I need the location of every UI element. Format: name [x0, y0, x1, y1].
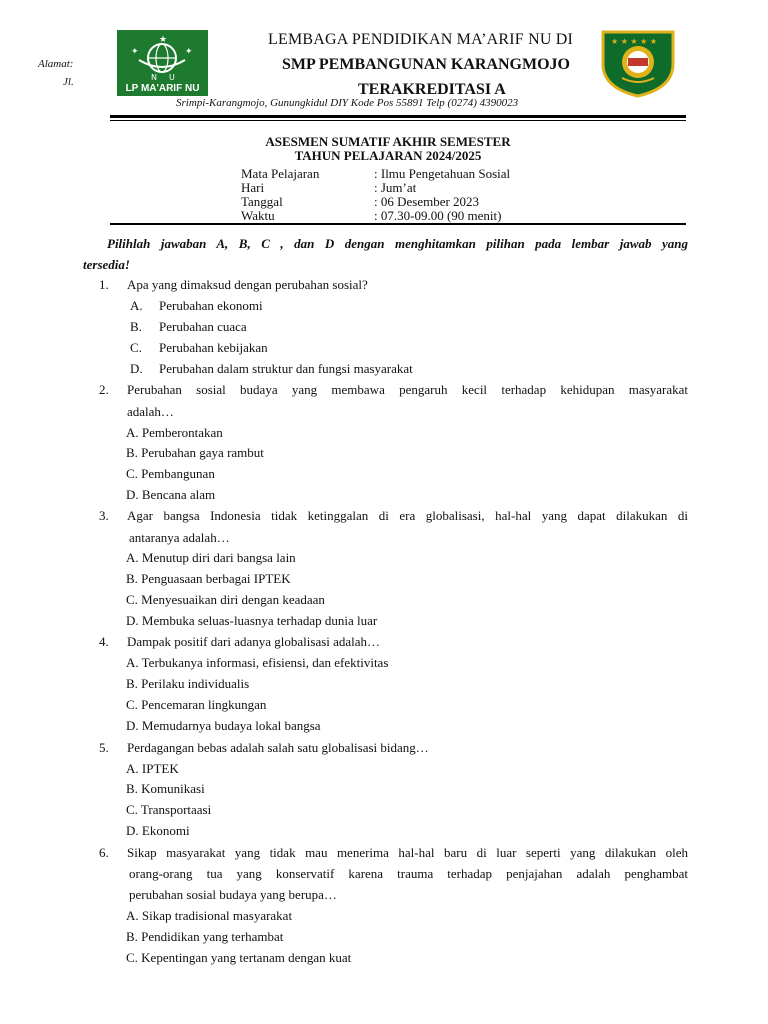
option: C. Kepentingan yang tertanam dengan kuat: [126, 950, 352, 965]
info-label-day: Hari: [241, 180, 265, 195]
option-letter: D.: [130, 361, 143, 376]
question-number: 6.: [99, 845, 109, 860]
header-divider-thin: [110, 120, 686, 121]
svg-text:N: N: [151, 73, 157, 82]
logo-text: LP MA'ARIF NU: [125, 83, 200, 94]
question-text: Apa yang dimaksud dengan perubahan sosial?: [127, 277, 368, 292]
option: A. Pemberontakan: [126, 425, 223, 440]
option: C. Pencemaran lingkungan: [126, 697, 267, 712]
header-divider: [110, 115, 686, 118]
question-text: Agar bangsa Indonesia tidak ketinggalan di era globalisasi, hal-hal yang dapat dilakukan di: [127, 508, 688, 523]
question-text: Dampak positif dari adanya globalisasi adalah…: [127, 634, 381, 649]
option: D. Bencana alam: [126, 487, 216, 502]
question-text: antaranya adalah…: [129, 530, 230, 545]
question-text: Sikap masyarakat yang tidak mau menerima hal-hal baru di luar seperti yang dilakukan oleh: [127, 845, 688, 860]
option: B. Komunikasi: [126, 781, 205, 796]
info-label-subject: Mata Pelajaran: [241, 166, 320, 181]
option: B. Perilaku individualis: [126, 676, 250, 691]
option-letter: C.: [130, 340, 142, 355]
svg-text:★: ★: [159, 35, 168, 45]
svg-text:✦: ✦: [131, 47, 139, 57]
option: A. IPTEK: [126, 761, 179, 776]
option: D. Ekonomi: [126, 823, 190, 838]
option: B. Pendidikan yang terhambat: [126, 929, 284, 944]
instruction-line-2: tersedia!: [83, 257, 130, 272]
option-letter: A.: [130, 298, 143, 313]
option-letter: B.: [130, 319, 142, 334]
question-text: Perubahan sosial budaya yang membawa pengaruh kecil terhadap kehidupan masyarakat: [127, 382, 688, 397]
question-text: adalah…: [127, 404, 174, 419]
question-text: orang-orang tua yang konservatif karena trauma terhadap penjajahan adalah penghambat: [129, 866, 688, 881]
option: A. Menutup diri dari bangsa lain: [126, 550, 296, 565]
svg-text:★ ★ ★ ★ ★: ★ ★ ★ ★ ★: [611, 37, 658, 46]
info-divider: [110, 223, 686, 225]
accreditation: TERAKREDITASI A: [358, 81, 506, 98]
instruction-line-1: Pilihlah jawaban A, B, C , dan D dengan menghitamkan pilihan pada lembar jawab yang: [107, 236, 688, 251]
option: C. Pembangunan: [126, 466, 215, 481]
question-number: 4.: [99, 634, 109, 649]
option: C. Menyesuaikan diri dengan keadaan: [126, 592, 325, 607]
svg-text:U: U: [169, 73, 175, 82]
question-text: perubahan sosial budaya yang berupa…: [129, 887, 337, 902]
question-number: 3.: [99, 508, 109, 523]
question-number: 5.: [99, 740, 109, 755]
option-text: Perubahan dalam struktur dan fungsi masyarakat: [159, 361, 413, 376]
exam-year: TAHUN PELAJARAN 2024/2025: [294, 148, 482, 163]
question-number: 1.: [99, 277, 109, 292]
info-label-date: Tanggal: [241, 194, 283, 209]
school-shield-logo: [598, 28, 678, 98]
info-value-day: : Jum’at: [374, 180, 417, 195]
info-label-time: Waktu: [241, 208, 275, 223]
option: A. Terbukanya informasi, efisiensi, dan efektivitas: [126, 655, 389, 670]
school-name: SMP PEMBANGUNAN KARANGMOJO: [282, 56, 570, 73]
option: A. Sikap tradisional masyarakat: [126, 908, 293, 923]
option: B. Perubahan gaya rambut: [126, 445, 264, 460]
lp-maarif-nu-logo: [117, 30, 208, 96]
exam-title: ASESMEN SUMATIF AKHIR SEMESTER: [265, 134, 511, 149]
question-number: 2.: [99, 382, 109, 397]
option-text: Perubahan kebijakan: [159, 340, 268, 355]
svg-text:✦: ✦: [185, 47, 193, 57]
option: C. Transportaasi: [126, 802, 212, 817]
option-text: Perubahan cuaca: [159, 319, 247, 334]
school-address: Srimpi-Karangmojo, Gunungkidul DIY Kode Pos 55891 Telp (0274) 4390023: [176, 97, 519, 109]
info-value-subject: : Ilmu Pengetahuan Sosial: [374, 166, 511, 181]
info-value-time: : 07.30-09.00 (90 menit): [374, 208, 502, 223]
question-text: Perdagangan bebas adalah salah satu globalisasi bidang…: [127, 740, 429, 755]
address-label-street: Jl.: [63, 76, 74, 88]
address-label: Alamat:: [38, 58, 74, 70]
info-value-date: : 06 Desember 2023: [374, 194, 480, 209]
option: D. Membuka seluas-luasnya terhadap dunia luar: [126, 613, 378, 628]
nu-globe-icon: [117, 30, 208, 82]
institution-name: LEMBAGA PENDIDIKAN MA’ARIF NU DI: [268, 31, 574, 48]
option: D. Memudarnya budaya lokal bangsa: [126, 718, 321, 733]
option: B. Penguasaan berbagai IPTEK: [126, 571, 291, 586]
option-text: Perubahan ekonomi: [159, 298, 263, 313]
